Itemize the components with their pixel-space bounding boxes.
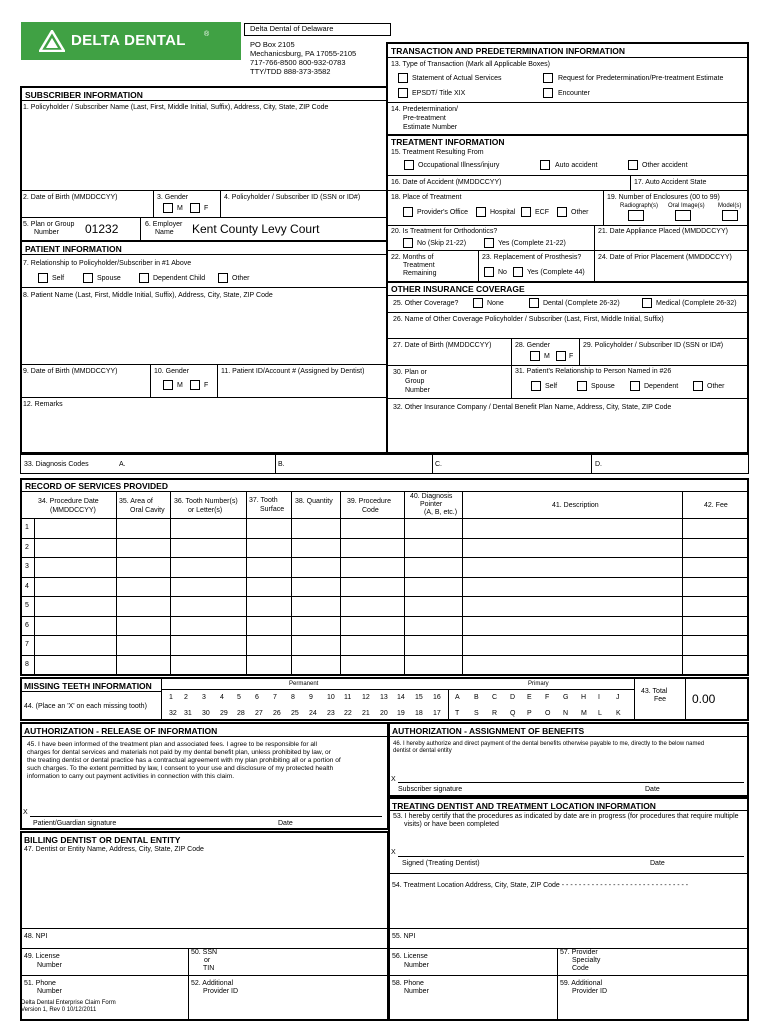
predetermination-label: Request for Predetermination/Pre-treatment Estimate — [558, 75, 724, 82]
q43-label-1: 43. Total — [641, 688, 668, 695]
tooth-17[interactable]: 17 — [433, 710, 441, 717]
q24-label: 24. Date of Prior Placement (MMDDCCYY) — [598, 254, 732, 261]
service-row-number: 6 — [25, 621, 29, 629]
service-row-number: 2 — [25, 543, 29, 551]
hospital-checkbox[interactable] — [476, 207, 486, 217]
coverage-dental-label: Dental (Complete 26-32) — [543, 300, 620, 307]
ortho-yes-checkbox[interactable] — [484, 238, 494, 248]
other-gender-m-label: M — [544, 353, 550, 360]
auto-accident-checkbox[interactable] — [540, 160, 550, 170]
coverage-medical-checkbox[interactable] — [642, 298, 652, 308]
patient-self-checkbox[interactable] — [38, 273, 48, 283]
treatment-header: TREATMENT INFORMATION — [391, 137, 505, 147]
q49-label-2: Number — [37, 962, 62, 969]
radiographs-input[interactable] — [628, 210, 644, 221]
service-row-number: 8 — [25, 660, 29, 668]
tooth-27[interactable]: 27 — [255, 710, 263, 717]
q19-label: 19. Number of Enclosures (00 to 99) — [607, 194, 720, 201]
subscriber-name-address-input[interactable] — [23, 114, 383, 188]
q58-label-1: 58. Phone — [392, 980, 424, 987]
rel-other-checkbox[interactable] — [693, 381, 703, 391]
carrier-address-line1: PO Box 2105 — [250, 40, 295, 49]
patient-self-label: Self — [52, 275, 65, 282]
total-fee-value[interactable]: 0.00 — [692, 692, 716, 706]
tooth-26[interactable]: 26 — [273, 710, 281, 717]
q6-label-1: 6. Employer — [145, 221, 183, 228]
tooth-25[interactable]: 25 — [291, 710, 299, 717]
col-34-label-1: 34. Procedure Date — [38, 498, 99, 505]
q12-label: 12. Remarks — [23, 401, 63, 408]
q17-label: 17. Auto Accident State — [634, 179, 707, 186]
service-row-number: 5 — [25, 602, 29, 609]
other-gender-f-label: F — [569, 353, 574, 360]
patient-dependent-child-label: Dependent Child — [153, 275, 206, 282]
tooth-J[interactable]: J — [616, 694, 620, 701]
tooth-3[interactable]: 3 — [202, 694, 206, 701]
statement-of-actual-services-checkbox[interactable] — [398, 73, 408, 83]
ecf-label: ECF — [535, 209, 549, 216]
ortho-no-label: No (Skip 21-22) — [417, 240, 467, 247]
auth-release-header: AUTHORIZATION - RELEASE OF INFORMATION — [24, 726, 218, 736]
col-35-label-1: 35. Area of — [119, 498, 153, 505]
patient-dependent-child-checkbox[interactable] — [139, 273, 149, 283]
q49-label-1: 49. License — [24, 953, 60, 960]
q45-line: charges for dental services and materials not paid by my dental benefit plan, unless prohibited by law, or — [27, 749, 331, 756]
q23-label: 23. Replacement of Prosthesis? — [482, 254, 582, 261]
services-header: RECORD OF SERVICES PROVIDED — [25, 481, 168, 491]
q13-label: 13. Type of Transaction (Mark all Applicable Boxes) — [391, 61, 551, 68]
subscriber-gender-m-label: M — [177, 205, 183, 212]
patient-spouse-label: Spouse — [97, 275, 121, 282]
col-40-label-3: (A, B, etc.) — [424, 509, 458, 516]
col-37-label-2: Surface — [260, 506, 285, 513]
tooth-18[interactable]: 18 — [415, 710, 423, 717]
q43-label-2: Fee — [654, 696, 667, 703]
subscriber-sig-date-label: Date — [645, 786, 660, 793]
q20-label: 20. Is Treatment for Orthodontics? — [391, 228, 498, 235]
statement-label: Statement of Actual Services — [412, 75, 502, 82]
service-row[interactable] — [35, 656, 747, 674]
tooth-14[interactable]: 14 — [397, 694, 405, 701]
remarks-input[interactable] — [23, 411, 383, 451]
tooth-R[interactable]: R — [492, 710, 498, 717]
carrier-address-line2: Mechanicsburg, PA 17055-2105 — [250, 49, 357, 58]
tooth-19[interactable]: 19 — [397, 710, 405, 717]
q15-label: 15. Treatment Resulting From — [391, 149, 484, 156]
tooth-L[interactable]: L — [598, 710, 602, 717]
delta-triangle-icon — [39, 30, 65, 52]
subscriber-sig-x: X — [391, 776, 396, 783]
models-label: Model(s) — [718, 203, 742, 209]
ecf-checkbox[interactable] — [521, 207, 531, 217]
auto-accident-label: Auto accident — [555, 162, 598, 169]
tooth-T[interactable]: T — [455, 710, 460, 717]
q25-label: 25. Other Coverage? — [393, 300, 459, 307]
q1-label: 1. Policyholder / Subscriber Name (Last, First, Middle Initial, Suffix), Address, City, State, ZIP Code — [23, 104, 329, 111]
predetermination-number-input[interactable] — [470, 104, 746, 132]
q26-label: 26. Name of Other Coverage Policyholder / Subscriber (Last, First, Middle Initial, Suffix) — [393, 316, 664, 323]
q56-label-2: Number — [404, 962, 429, 969]
service-row[interactable] — [35, 617, 747, 635]
col-40-label-1: 40. Diagnosis — [410, 493, 453, 500]
occupational-illness-checkbox[interactable] — [404, 160, 414, 170]
q52-label-2: Provider ID — [203, 988, 239, 995]
q27-label: 27. Date of Birth (MMDDCCYY) — [393, 342, 492, 349]
service-row-number: 4 — [25, 582, 29, 590]
q50-label-1: 50. SSN — [191, 949, 218, 956]
rel-dependent-label: Dependent — [644, 383, 679, 390]
q45-line: 45. I have been informed of the treatment plan and associated fees. I agree to be responsible for all — [27, 741, 317, 748]
q46-line-1: 46. I hereby authorize and direct payment of the dental benefits otherwise payable to me, directly to the below named — [393, 741, 705, 747]
q4-label: 4. Policyholder / Subscriber ID (SSN or ID#) — [224, 194, 361, 201]
other-accident-checkbox[interactable] — [628, 160, 638, 170]
q53-line-2: visits) or have been completed — [404, 821, 499, 828]
tooth-15[interactable]: 15 — [415, 694, 423, 701]
service-row[interactable] — [35, 597, 747, 615]
q5-label-2: Number — [34, 229, 59, 236]
delta-dental-logo — [21, 22, 241, 60]
tooth-D[interactable]: D — [510, 694, 516, 701]
diag-c-label[interactable]: C. — [435, 461, 442, 468]
q51-label-1: 51. Phone — [24, 980, 56, 987]
subscriber-header: SUBSCRIBER INFORMATION — [25, 90, 143, 100]
patient-name-address-input[interactable] — [23, 302, 383, 362]
diag-b-label[interactable]: B. — [278, 461, 285, 468]
missing-teeth-header: MISSING TEETH INFORMATION — [24, 681, 152, 691]
tooth-B[interactable]: B — [474, 694, 479, 701]
employer-name-value[interactable]: Kent County Levy Court — [192, 222, 320, 236]
patient-sig-x: X — [23, 809, 28, 816]
other-accident-label: Other accident — [642, 162, 688, 169]
tooth-Q[interactable]: Q — [510, 710, 516, 717]
tooth-F[interactable]: F — [545, 694, 550, 701]
q33-label: 33. Diagnosis Codes — [24, 461, 89, 468]
tooth-C[interactable]: C — [492, 694, 498, 701]
rel-self-label: Self — [545, 383, 558, 390]
patient-signature-line[interactable] — [30, 816, 382, 817]
patient-header: PATIENT INFORMATION — [25, 244, 122, 254]
service-row-number: 1 — [25, 524, 29, 531]
q2-label: 2. Date of Birth (MMDDCCYY) — [23, 194, 118, 201]
prosthesis-yes-label: Yes (Complete 44) — [527, 269, 585, 276]
q7-label: 7. Relationship to Policyholder/Subscriber in #1 Above — [23, 260, 192, 267]
service-row[interactable] — [35, 519, 747, 537]
tooth-P[interactable]: P — [527, 710, 532, 717]
patient-gender-f-label: F — [204, 382, 209, 389]
other-place-checkbox[interactable] — [557, 207, 567, 217]
q57-label-3: Code — [572, 965, 589, 972]
tooth-O[interactable]: O — [545, 710, 551, 717]
q57-label-2: Specialty — [572, 957, 601, 964]
service-row[interactable] — [35, 558, 747, 576]
tooth-G[interactable]: G — [563, 694, 569, 701]
tooth-29[interactable]: 29 — [220, 710, 228, 717]
prosthesis-yes-checkbox[interactable] — [513, 267, 523, 277]
q11-label: 11. Patient ID/Account # (Assigned by Dentist) — [221, 368, 365, 375]
tooth-24[interactable]: 24 — [309, 710, 317, 717]
coverage-none-checkbox[interactable] — [473, 298, 483, 308]
patient-spouse-checkbox[interactable] — [83, 273, 93, 283]
oral-images-input[interactable] — [675, 210, 691, 221]
tooth-I[interactable]: I — [598, 694, 600, 701]
q22-label-3: Remaining — [403, 270, 437, 277]
oral-images-label: Oral Image(s) — [668, 203, 705, 209]
tooth-32[interactable]: 32 — [169, 710, 177, 717]
patient-sig-date-label: Date — [278, 820, 293, 827]
tooth-23[interactable]: 23 — [327, 710, 335, 717]
treating-sig-date-label: Date — [650, 860, 665, 867]
q45-line: such charges. To the extent permitted by law, I consent to your use and disclosure of my protected health — [27, 765, 334, 772]
tooth-E[interactable]: E — [527, 694, 532, 701]
tooth-N[interactable]: N — [563, 710, 569, 717]
q30-label-3: Number — [405, 387, 430, 394]
models-input[interactable] — [722, 210, 738, 221]
q16-label: 16. Date of Accident (MMDDCCYY) — [391, 179, 502, 186]
rel-spouse-label: Spouse — [591, 383, 615, 390]
rel-other-label: Other — [707, 383, 725, 390]
radiographs-label: Radiograph(s) — [620, 203, 659, 209]
tooth-11[interactable]: 11 — [344, 694, 352, 701]
q59-label-1: 59. Additional — [560, 980, 603, 987]
hospital-label: Hospital — [490, 209, 516, 216]
q59-label-2: Provider ID — [572, 988, 608, 995]
logo-text: DELTA DENTAL — [71, 32, 186, 49]
tooth-S[interactable]: S — [474, 710, 479, 717]
service-row-number: 3 — [25, 563, 29, 570]
prosthesis-no-checkbox[interactable] — [484, 267, 494, 277]
diag-d-label[interactable]: D. — [595, 461, 602, 468]
rel-dependent-checkbox[interactable] — [630, 381, 640, 391]
subscriber-signature-line[interactable] — [398, 782, 744, 783]
patient-other-checkbox[interactable] — [218, 273, 228, 283]
col-36-label-2: or Letter(s) — [188, 507, 223, 514]
q58-label-2: Number — [404, 988, 429, 995]
tooth-K[interactable]: K — [616, 710, 621, 717]
col-42-label: 42. Fee — [704, 502, 728, 509]
service-row[interactable] — [35, 539, 747, 557]
q32-label: 32. Other Insurance Company / Dental Benefit Plan Name, Address, City, State, ZIP Code — [393, 404, 672, 411]
col-35-label-2: Oral Cavity — [130, 507, 165, 514]
footer-line-2: Version 1, Rev 0 10/12/2011 — [21, 1007, 97, 1013]
coverage-none-label: None — [487, 300, 504, 307]
patient-gender-m-label: M — [177, 382, 183, 389]
q30-label-2: Group — [405, 378, 425, 385]
service-row[interactable] — [35, 636, 747, 654]
footer-line-1: Delta Dental Enterprise Claim Form — [21, 1000, 116, 1006]
patient-gender-f-checkbox[interactable] — [190, 380, 200, 390]
q14-label-1: 14. Predetermination/ — [391, 106, 458, 113]
predetermination-request-checkbox[interactable] — [543, 73, 553, 83]
epsdt-checkbox[interactable] — [398, 88, 408, 98]
q45-line: the treating dentist or dental practice has a contractual agreement with my plan prohibiting all or a portion of — [27, 757, 341, 764]
encounter-label: Encounter — [558, 90, 590, 97]
encounter-checkbox[interactable] — [543, 88, 553, 98]
tooth-6[interactable]: 6 — [255, 694, 259, 701]
tooth-9[interactable]: 9 — [309, 694, 313, 701]
carrier-name: Delta Dental of Delaware — [250, 24, 334, 33]
tooth-1[interactable]: 1 — [169, 694, 173, 701]
tooth-4[interactable]: 4 — [220, 694, 224, 701]
providers-office-checkbox[interactable] — [403, 207, 413, 217]
tooth-22[interactable]: 22 — [344, 710, 352, 717]
other-place-label: Other — [571, 209, 589, 216]
coverage-medical-label: Medical (Complete 26-32) — [656, 300, 737, 307]
q22-label-2: Treatment — [403, 262, 435, 269]
q6-label-2: Name — [155, 229, 174, 236]
assignment-header: AUTHORIZATION - ASSIGNMENT OF BENEFITS — [392, 726, 585, 736]
tooth-20[interactable]: 20 — [380, 710, 388, 717]
logo-registered-mark: ® — [204, 31, 210, 38]
tooth-2[interactable]: 2 — [184, 694, 188, 701]
rel-spouse-checkbox[interactable] — [577, 381, 587, 391]
treating-signature-line[interactable] — [398, 856, 744, 857]
q14-label-2: Pre-treatment — [403, 115, 446, 122]
tooth-8[interactable]: 8 — [291, 694, 295, 701]
subscriber-signature-label: Subscriber signature — [398, 786, 463, 793]
q57-label-1: 57. Provider — [560, 949, 598, 956]
q10-label: 10. Gender — [154, 368, 190, 375]
q52-label-1: 52. Additional — [191, 980, 234, 987]
col-34-label-2: (MMDDCCYY) — [50, 507, 96, 514]
col-41-label: 41. Description — [552, 502, 599, 509]
q31-label: 31. Patient's Relationship to Person Named in #26 — [515, 368, 672, 375]
tooth-31[interactable]: 31 — [184, 710, 192, 717]
q44-label: 44. (Place an 'X' on each missing tooth) — [24, 703, 147, 710]
col-38-label: 38. Quantity — [295, 498, 333, 505]
transaction-header: TRANSACTION AND PREDETERMINATION INFORMATION — [391, 46, 626, 56]
tooth-13[interactable]: 13 — [380, 694, 388, 701]
other-gender-m-checkbox[interactable] — [530, 351, 540, 361]
col-37-label-1: 37. Tooth — [249, 497, 278, 504]
coverage-dental-checkbox[interactable] — [529, 298, 539, 308]
q3-label: 3. Gender — [157, 194, 189, 201]
patient-gender-m-checkbox[interactable] — [163, 380, 173, 390]
other-gender-f-checkbox[interactable] — [556, 351, 566, 361]
q28-label: 28. Gender — [515, 342, 551, 349]
patient-signature-label: Patient/Guardian signature — [33, 820, 117, 827]
service-row-number: 7 — [25, 641, 29, 648]
q29-label: 29. Policyholder / Subscriber ID (SSN or ID#) — [583, 342, 724, 349]
ortho-no-checkbox[interactable] — [403, 238, 413, 248]
q14-label-3: Estimate Number — [403, 124, 458, 131]
q5-label-1: 5. Plan or Group — [23, 221, 75, 228]
tooth-16[interactable]: 16 — [433, 694, 441, 701]
col-40-label-2: Pointer — [420, 501, 443, 508]
q18-label: 18. Place of Treatment — [391, 194, 462, 201]
tooth-7[interactable]: 7 — [273, 694, 277, 701]
treating-dentist-header: TREATING DENTIST AND TREATMENT LOCATION INFORMATION — [392, 801, 656, 811]
col-36-label-1: 36. Tooth Number(s) — [174, 498, 238, 505]
carrier-phone: 717-766-8500 800-932-0783 — [250, 58, 346, 67]
patient-other-label: Other — [232, 275, 250, 282]
q47-label: 47. Dentist or Entity Name, Address, City, State, ZIP Code — [24, 846, 204, 853]
q21-label: 21. Date Appliance Placed (MMDDCCYY) — [598, 228, 728, 235]
tooth-5[interactable]: 5 — [237, 694, 241, 701]
tooth-H[interactable]: H — [581, 694, 587, 701]
col-39-label-2: Code — [362, 507, 379, 514]
col-39-label-1: 39. Procedure — [347, 498, 391, 505]
subscriber-gender-f-label: F — [204, 205, 209, 212]
q48-label: 48. NPI — [24, 933, 48, 940]
occupational-label: Occupational Illness/injury — [418, 162, 500, 169]
tooth-28[interactable]: 28 — [237, 710, 245, 717]
subscriber-gender-f-checkbox[interactable] — [190, 203, 200, 213]
treating-sig-x: X — [391, 849, 396, 856]
q54-label: 54. Treatment Location Address, City, State, ZIP Code - - - - - - - - - - - - - - - - - - - - - - - - - - - - - - — [392, 882, 689, 889]
primary-label: Primary — [528, 681, 549, 687]
ortho-yes-label: Yes (Complete 21-22) — [498, 240, 566, 247]
q50-label-3: TIN — [203, 965, 215, 972]
q46-line-2: dentist or dental entity — [393, 748, 452, 754]
tooth-21[interactable]: 21 — [362, 710, 370, 717]
q51-label-2: Number — [37, 988, 62, 995]
tooth-12[interactable]: 12 — [362, 694, 370, 701]
tooth-A[interactable]: A — [455, 694, 460, 701]
epsdt-label: EPSDT/ Title XIX — [412, 90, 466, 97]
billing-dentist-header: BILLING DENTIST OR DENTAL ENTITY — [24, 835, 181, 845]
tooth-M[interactable]: M — [581, 710, 587, 717]
q22-label-1: 22. Months of — [391, 254, 434, 261]
q55-label: 55. NPI — [392, 933, 416, 940]
q56-label-1: 56. License — [392, 953, 428, 960]
q50-label-2: or — [204, 957, 211, 964]
permanent-label: Permanent — [289, 681, 319, 687]
tooth-10[interactable]: 10 — [327, 694, 335, 701]
plan-group-number-value[interactable]: 01232 — [85, 222, 119, 236]
prosthesis-no-label: No — [498, 269, 507, 276]
q45-line: information to carry out payment activities in connection with this claim. — [27, 773, 235, 780]
service-row[interactable] — [35, 578, 747, 596]
treating-signature-label: Signed (Treating Dentist) — [402, 860, 480, 867]
q8-label: 8. Patient Name (Last, First, Middle Initial, Suffix), Address, City, State, ZIP Code — [23, 292, 273, 299]
rel-self-checkbox[interactable] — [531, 381, 541, 391]
billing-dentist-input[interactable] — [23, 856, 385, 926]
providers-office-label: Provider's Office — [417, 209, 469, 216]
diagnosis-codes-row — [20, 454, 749, 474]
q9-label: 9. Date of Birth (MMDDCCYY) — [23, 368, 118, 375]
q30-label-1: 30. Plan or — [393, 369, 427, 376]
diag-a-label[interactable]: A. — [119, 461, 126, 468]
other-insurance-header: OTHER INSURANCE COVERAGE — [391, 284, 525, 294]
subscriber-gender-m-checkbox[interactable] — [163, 203, 173, 213]
q53-line-1: 53. I hereby certify that the procedures as indicated by date are in progress (for procedures that require multiple — [393, 813, 739, 820]
carrier-tty: TTY/TDD 888-373-3582 — [250, 67, 331, 76]
tooth-30[interactable]: 30 — [202, 710, 210, 717]
